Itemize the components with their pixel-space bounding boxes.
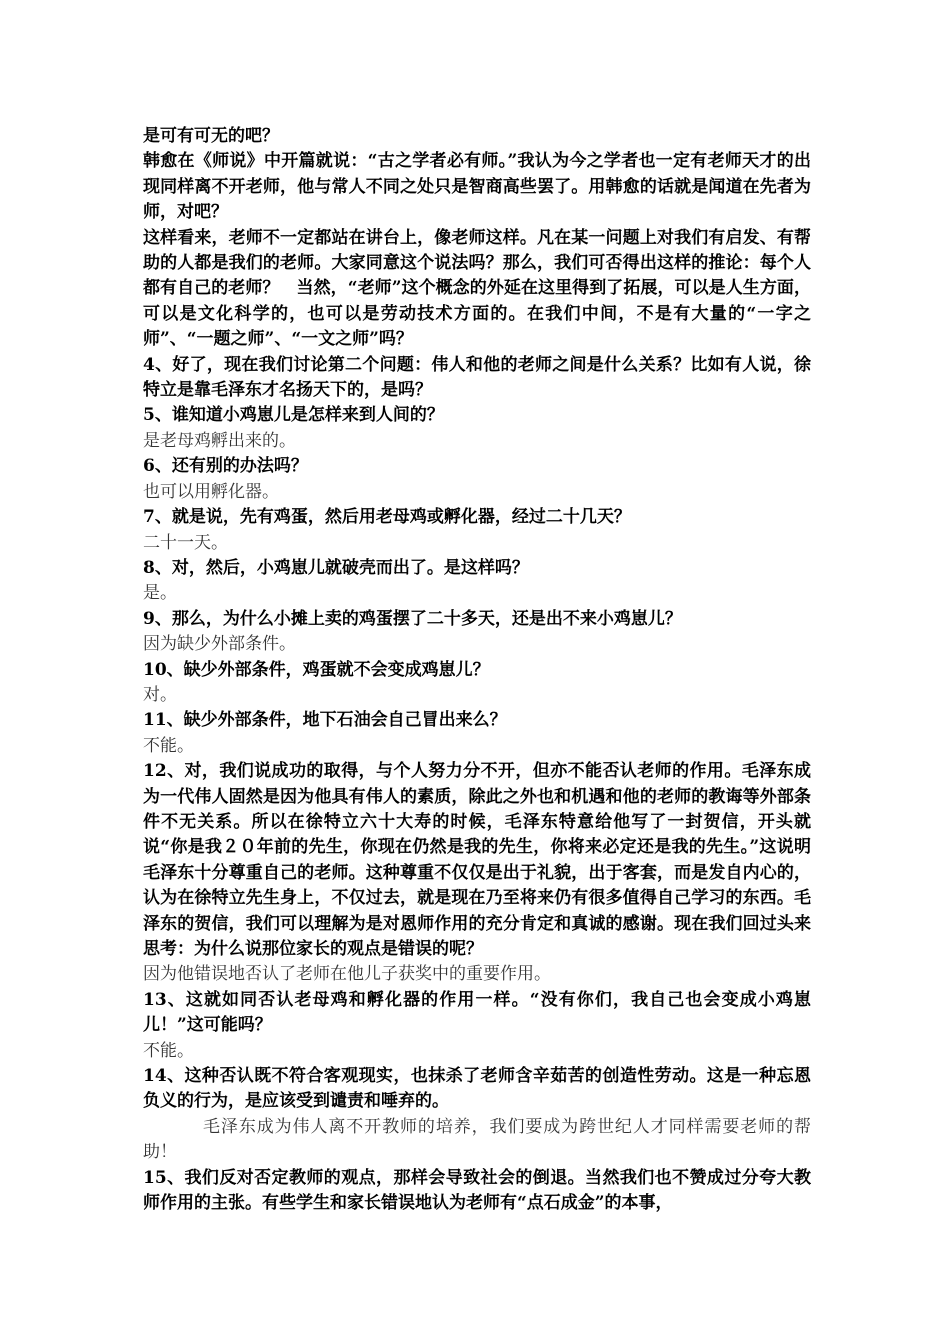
question-12: 12、对，我们说成功的取得，与个人努力分不开，但亦不能否认老师的作用。毛泽东成为一代伟人固然是因为他具有伟人的素质，除此之外也和机遇和他的老师的教诲等外部条件不无关系。所以在徐特立六十大寿的时候，毛泽东特意给他写了一封贺信，开头就说“你是我２０年前的先生，你现在仍然是我的先生，你将来必定还是我的先生。”这说明毛泽东十分尊重自己的老师。这种尊重不仅仅是出于礼貌，出于客套，而是发自内心的，认为在徐特立先生身上，不仅过去，就是现在乃至将来仍有很多值得自己学习的东西。毛泽东的贺信，我们可以理解为是对恩师作用的充分肯定和真诚的感谢。现在我们回过头来思考：为什么说那位家长的观点是错误的呢？ (143, 761, 811, 959)
paragraph: 这样看来，老师不一定都站在讲台上，像老师这样。凡在某一问题上对我们有启发、有帮助的人都是我们的老师。大家同意这个说法吗？那么，我们可否得出这样的推论：每个人都有自己的老师？ 当然，“老师”这个概念的外延在这里得到了拓展，可以是人生方面，可以是文化科学的，也可以是劳动技术方面的。在我们中间，不是有大量的“一字之师”、“一题之师”、“一文之师”吗？ (143, 227, 811, 350)
answer-5: 是老母鸡孵出来的。 (143, 430, 296, 451)
answer-13: 不能。 (143, 1040, 194, 1061)
answer-11: 不能。 (143, 735, 194, 756)
question-5: 5、谁知道小鸡崽儿是怎样来到人间的？ (143, 405, 444, 426)
question-6: 6、还有别的办法吗？ (143, 456, 308, 477)
answer-10: 对。 (143, 684, 177, 705)
document-body (143, 124, 811, 1216)
question-15: 15、我们反对否定教师的观点，那样会导致社会的倒退。当然我们也不赞成过分夸大教师作用的主张。有些学生和家长错误地认为老师有“点石成金”的本事， (143, 1167, 811, 1214)
question-8: 8、对，然后，小鸡崽儿就破壳而出了。是这样吗？ (143, 557, 529, 578)
answer-12: 因为他错误地否认了老师在他儿子获奖中的重要作用。 (143, 964, 551, 985)
summary-paragraph: 毛泽东成为伟人离不开教师的培养，我们要成为跨世纪人才同样需要老师的帮助！ (143, 1116, 811, 1163)
question-14: 14、这种否认既不符合客观现实，也抹杀了老师含辛茹苦的创造性劳动。这是一种忘恩负义的行为，是应该受到谴责和唾弃的。 (143, 1066, 811, 1112)
answer-9: 因为缺少外部条件。 (143, 634, 296, 655)
answer-8: 是。 (143, 583, 177, 604)
paragraph: 是可有可无的吧？ (143, 126, 279, 146)
question-7: 7、就是说，先有鸡蛋，然后用老母鸡或孵化器，经过二十几天？ (143, 507, 631, 528)
question-4: 4、好了，现在我们讨论第二个问题：伟人和他的老师之间是什么关系？比如有人说，徐特立是靠毛泽东才名扬天下的，是吗？ (143, 354, 811, 401)
question-10: 10、缺少外部条件，鸡蛋就不会变成鸡崽儿？ (143, 659, 490, 680)
answer-6: 也可以用孵化器。 (143, 481, 279, 502)
answer-7: 二十一天。 (143, 532, 228, 553)
paragraph: 韩愈在《师说》中开篇就说：“古之学者必有师。”我认为今之学者也一定有老师天才的出现同样离不开老师，他与常人不同之处只是智商高些罢了。用韩愈的话就是闻道在先者为师，对吧？ (143, 151, 811, 223)
question-13: 13、这就如同否认老母鸡和孵化器的作用一样。“没有你们，我自己也会变成小鸡崽儿！”这可能吗？ (143, 989, 811, 1036)
question-11: 11、缺少外部条件，地下石油会自己冒出来么？ (143, 710, 507, 731)
question-9: 9、那么，为什么小摊上卖的鸡蛋摆了二十多天，还是出不来小鸡崽儿？ (143, 608, 682, 629)
